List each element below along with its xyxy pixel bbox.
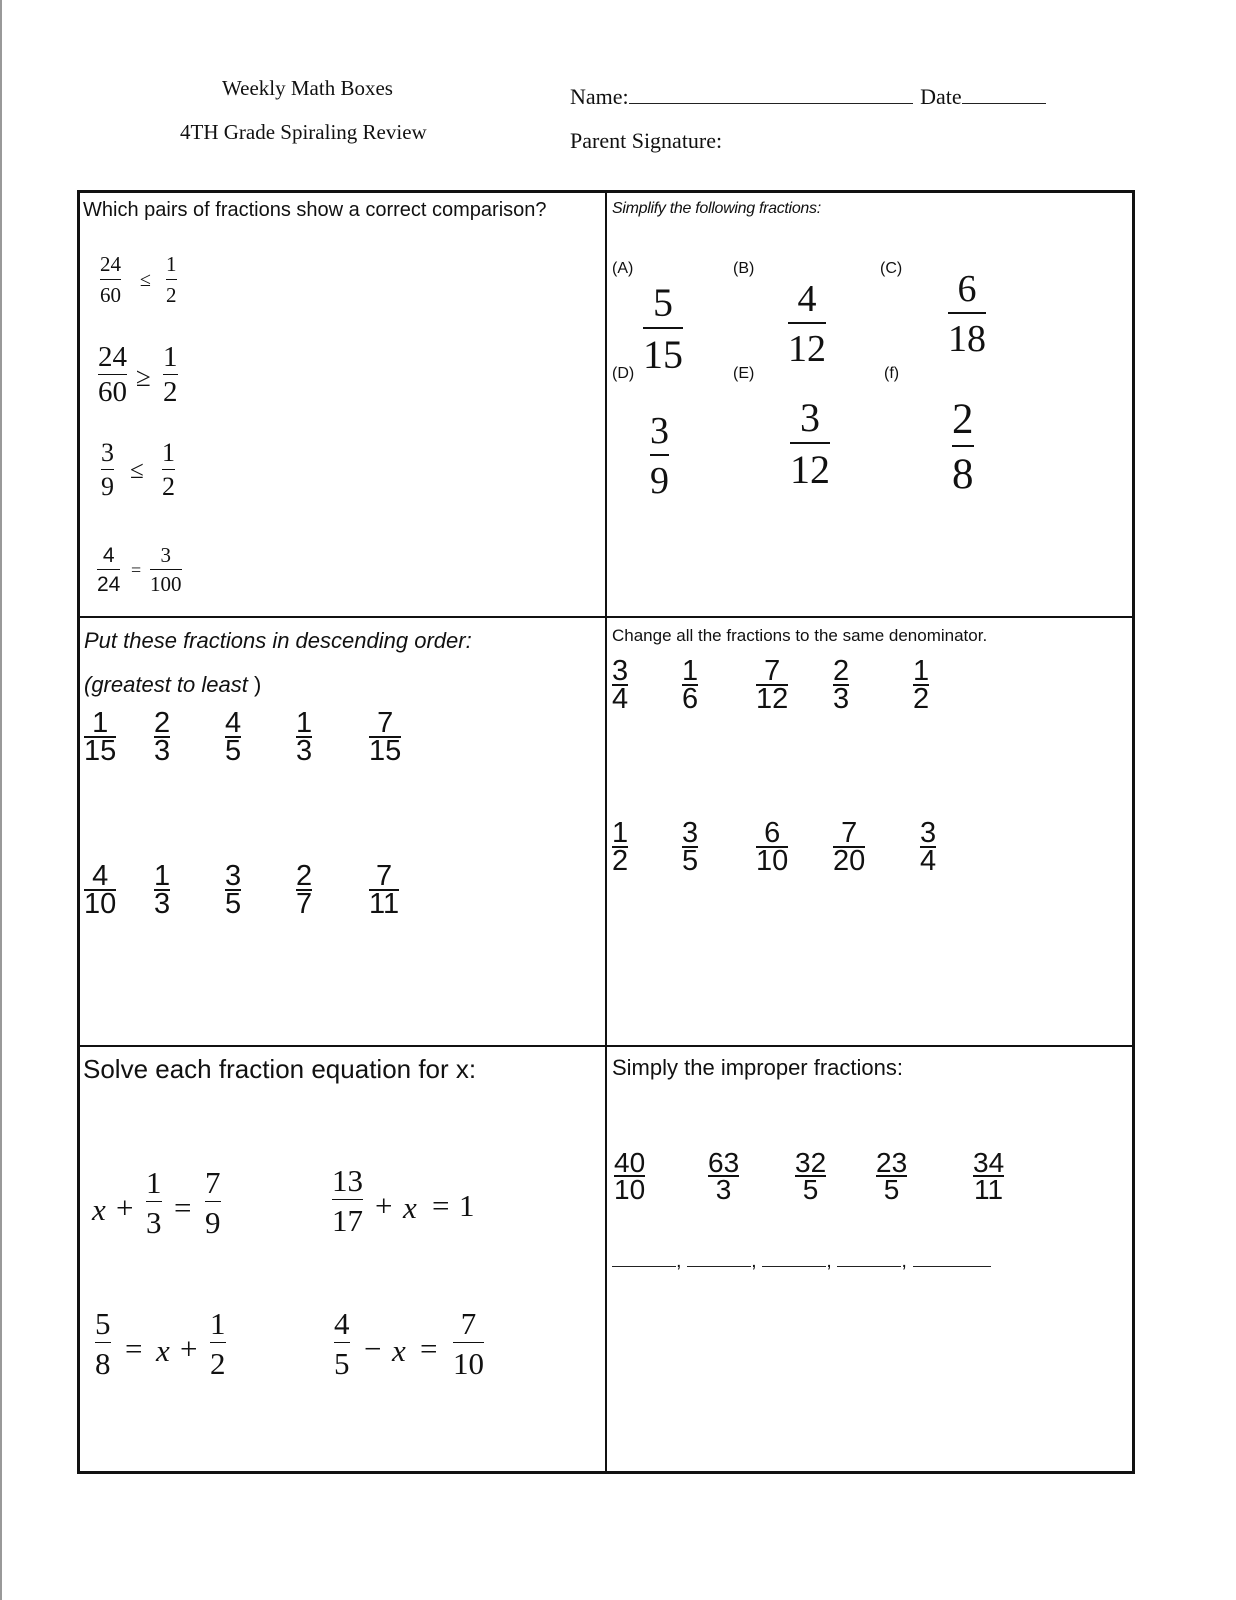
box3-row1-fraction-2 [154, 709, 170, 766]
denominator: 24 [97, 573, 121, 596]
box1-item1-left-fraction [100, 254, 121, 306]
denominator: 3 [833, 683, 850, 715]
denominator: 10 [453, 1346, 484, 1381]
numerator: 1 [166, 252, 177, 276]
numerator: 4 [225, 707, 242, 739]
denominator: 12 [788, 328, 826, 370]
numerator: 4 [102, 544, 115, 567]
denominator: 2 [162, 472, 175, 501]
denominator: 2 [913, 683, 930, 715]
denominator: 4 [920, 845, 937, 877]
denominator: 15 [643, 332, 683, 377]
fraction-b [788, 280, 826, 368]
box3-row2-fraction-4 [296, 862, 312, 919]
date-field[interactable] [962, 103, 1046, 104]
answer-blank-3[interactable] [762, 1266, 826, 1267]
label-e: (E) [733, 365, 755, 382]
comma: , [826, 1250, 832, 1272]
grid-vertical-divider [605, 190, 607, 1474]
denominator: 2 [163, 376, 178, 408]
box1-item3-operator: ≤ [130, 457, 144, 484]
box3-row2-fraction-5 [369, 862, 399, 919]
box5-prompt: Solve each fraction equation for x: [83, 1054, 477, 1084]
date-label: Date [920, 84, 962, 109]
numerator: 1 [162, 438, 175, 467]
denominator: 5 [883, 1174, 900, 1205]
denominator: 9 [650, 460, 669, 502]
label-b: (B) [733, 260, 755, 277]
numerator: 5 [653, 280, 673, 325]
denominator: 9 [101, 472, 114, 501]
box6-fraction-1 [614, 1149, 645, 1204]
denominator: 8 [952, 451, 974, 498]
denominator: 5 [802, 1174, 819, 1205]
box3-subprompt-text: (greatest to least [84, 672, 248, 697]
eq1-fraction-a [146, 1167, 162, 1238]
answer-blank-5[interactable] [913, 1266, 991, 1267]
eq4-x: x [392, 1333, 406, 1368]
box6-prompt: Simply the improper fractions: [612, 1055, 903, 1080]
numerator: 1 [296, 707, 313, 739]
worksheet-subtitle: 4TH Grade Spiraling Review [180, 120, 427, 144]
fraction-c [948, 270, 986, 358]
eq4-fraction-b [453, 1308, 484, 1379]
denominator: 12 [790, 447, 830, 492]
box4-row2-fraction-2 [682, 819, 698, 876]
box6-answer-blanks [612, 1250, 991, 1273]
numerator: 1 [612, 817, 629, 849]
comma: , [676, 1250, 682, 1272]
box4-row1-fraction-5 [913, 657, 929, 714]
denominator: 3 [154, 735, 171, 767]
numerator: 32 [795, 1147, 827, 1178]
box4-row2-fraction-4 [833, 819, 865, 876]
denominator: 7 [296, 888, 313, 920]
denominator: 17 [332, 1203, 363, 1238]
box6-fraction-4 [876, 1149, 907, 1204]
box4-row2-fraction-5 [920, 819, 936, 876]
label-a: (A) [612, 260, 634, 277]
denominator: 60 [98, 376, 127, 408]
box2-prompt: Simplify the following fractions: [612, 200, 821, 217]
numerator: 1 [682, 655, 699, 687]
denominator: 18 [948, 318, 986, 360]
name-field[interactable] [629, 103, 913, 104]
eq3-x: x [156, 1333, 170, 1368]
box4-row1-fraction-3 [756, 657, 788, 714]
numerator: 63 [708, 1147, 740, 1178]
eq1-plus: + [116, 1190, 134, 1225]
name-label: Name: [570, 84, 629, 109]
denominator: 60 [100, 283, 121, 307]
denominator: 6 [682, 683, 699, 715]
numerator: 3 [682, 817, 699, 849]
denominator: 15 [84, 735, 117, 767]
denominator: 20 [833, 845, 866, 877]
eq2-plus: + [375, 1188, 393, 1223]
denominator: 3 [146, 1205, 162, 1240]
numerator: 3 [101, 438, 114, 467]
eq3-equals: = [125, 1331, 143, 1366]
comma: , [751, 1250, 757, 1272]
eq4-minus: − [364, 1331, 382, 1366]
box3-row1-fraction-3 [225, 709, 241, 766]
numerator: 24 [98, 341, 127, 373]
denominator: 9 [205, 1205, 221, 1240]
page-edge [0, 0, 2, 1600]
numerator: 3 [160, 543, 171, 567]
numerator: 6 [764, 817, 781, 849]
eq4-equals: = [420, 1331, 438, 1366]
numerator: 34 [973, 1147, 1005, 1178]
eq3-fraction-b [210, 1308, 226, 1379]
box1-item2-left-fraction [98, 343, 127, 407]
fraction-f [952, 398, 974, 496]
box1-prompt: Which pairs of fractions show a correct comparison? [83, 199, 547, 221]
numerator: 1 [913, 655, 930, 687]
grid-horizontal-divider-2 [77, 1045, 1135, 1047]
denominator: 2 [210, 1346, 226, 1381]
numerator: 4 [92, 860, 109, 892]
numerator: 3 [920, 817, 937, 849]
box1-item2-operator: ≥ [136, 362, 151, 392]
label-f: (f) [884, 365, 900, 382]
numerator: 4 [797, 278, 817, 320]
label-d: (D) [612, 365, 635, 382]
denominator: 8 [95, 1346, 111, 1381]
label-c: (C) [880, 260, 903, 277]
denominator: 3 [296, 735, 313, 767]
box3-subprompt [84, 672, 261, 698]
box3-subprompt-paren: ) [254, 672, 262, 697]
denominator: 2 [612, 845, 629, 877]
numerator: 1 [154, 860, 171, 892]
grid-horizontal-divider-1 [77, 616, 1135, 618]
fraction-a [643, 280, 683, 377]
numerator: 1 [210, 1306, 226, 1341]
numerator: 2 [154, 707, 171, 739]
numerator: 13 [332, 1163, 363, 1198]
eq3-fraction-a [95, 1308, 111, 1379]
box3-row2-fraction-1 [84, 862, 116, 919]
box3-row1-fraction-1 [84, 709, 116, 766]
fraction-e [790, 395, 830, 492]
box4-prompt: Change all the fractions to the same denominator. [612, 626, 988, 645]
denominator: 10 [756, 845, 789, 877]
denominator: 12 [756, 683, 789, 715]
denominator: 5 [682, 845, 699, 877]
box1-item3-right-fraction [162, 440, 175, 500]
box3-prompt: Put these fractions in descending order: [84, 628, 472, 653]
numerator: 7 [764, 655, 781, 687]
numerator: 24 [100, 252, 121, 276]
denominator: 10 [614, 1174, 646, 1205]
numerator: 7 [460, 1306, 477, 1341]
numerator: 7 [377, 707, 394, 739]
box4-row2-fraction-3 [756, 819, 788, 876]
numerator: 3 [800, 395, 820, 440]
denominator: 2 [166, 283, 177, 307]
denominator: 3 [715, 1174, 732, 1205]
box1-item3-left-fraction [101, 440, 114, 500]
eq1-x: x [92, 1192, 106, 1227]
numerator: 7 [841, 817, 858, 849]
box3-row1-fraction-5 [369, 709, 401, 766]
numerator: 1 [92, 707, 109, 739]
answer-blank-1[interactable] [612, 1266, 676, 1267]
box4-row1-fraction-4 [833, 657, 849, 714]
numerator: 3 [612, 655, 629, 687]
box1-item1-right-fraction [166, 254, 177, 306]
box1-item1-operator: ≤ [140, 269, 151, 291]
numerator: 1 [163, 341, 178, 373]
eq4-fraction-a [334, 1308, 350, 1379]
parent-signature-label: Parent Signature: [570, 128, 723, 153]
box3-row2-fraction-3 [225, 862, 241, 919]
box6-fraction-5 [973, 1149, 1004, 1204]
fraction-d [650, 412, 669, 500]
answer-blank-2[interactable] [687, 1266, 751, 1267]
denominator: 11 [369, 888, 400, 920]
denominator: 3 [154, 888, 171, 920]
numerator: 2 [952, 396, 974, 443]
denominator: 5 [225, 888, 242, 920]
box3-row2-fraction-2 [154, 862, 170, 919]
eq3-plus: + [180, 1331, 198, 1366]
numerator: 3 [225, 860, 242, 892]
denominator: 11 [974, 1174, 1004, 1205]
box4-row1-fraction-1 [612, 657, 628, 714]
denominator: 15 [369, 735, 402, 767]
numerator: 6 [957, 268, 977, 310]
box1-item4-left-fraction [97, 545, 120, 595]
box6-fraction-3 [795, 1149, 826, 1204]
denominator: 5 [225, 735, 242, 767]
worksheet-title: Weekly Math Boxes [222, 76, 393, 100]
denominator: 100 [150, 572, 182, 596]
numerator: 40 [614, 1147, 646, 1178]
answer-blank-4[interactable] [837, 1266, 901, 1267]
numerator: 2 [296, 860, 313, 892]
numerator: 3 [650, 410, 669, 452]
comma: , [901, 1250, 907, 1272]
denominator: 5 [334, 1346, 350, 1381]
box1-item4-right-fraction [150, 545, 182, 595]
numerator: 2 [833, 655, 850, 687]
denominator: 4 [612, 683, 629, 715]
eq2-rhs: 1 [459, 1188, 475, 1223]
eq2-x: x [403, 1190, 417, 1225]
numerator: 5 [95, 1306, 111, 1341]
eq2-equals: = [432, 1188, 450, 1223]
eq2-fraction-a [332, 1165, 363, 1236]
box1-item4-operator: = [131, 560, 142, 580]
box4-row1-fraction-2 [682, 657, 698, 714]
numerator: 4 [334, 1306, 350, 1341]
eq1-fraction-b [205, 1167, 221, 1238]
eq1-equals: = [174, 1190, 192, 1225]
numerator: 1 [146, 1165, 162, 1200]
box6-fraction-2 [708, 1149, 739, 1204]
box1-item2-right-fraction [163, 343, 178, 407]
parent-signature-row [570, 128, 722, 154]
box4-row2-fraction-1 [612, 819, 628, 876]
box3-row1-fraction-4 [296, 709, 312, 766]
numerator: 7 [205, 1165, 221, 1200]
name-row [570, 84, 1046, 110]
numerator: 23 [876, 1147, 908, 1178]
numerator: 7 [375, 860, 393, 892]
denominator: 10 [84, 888, 117, 920]
